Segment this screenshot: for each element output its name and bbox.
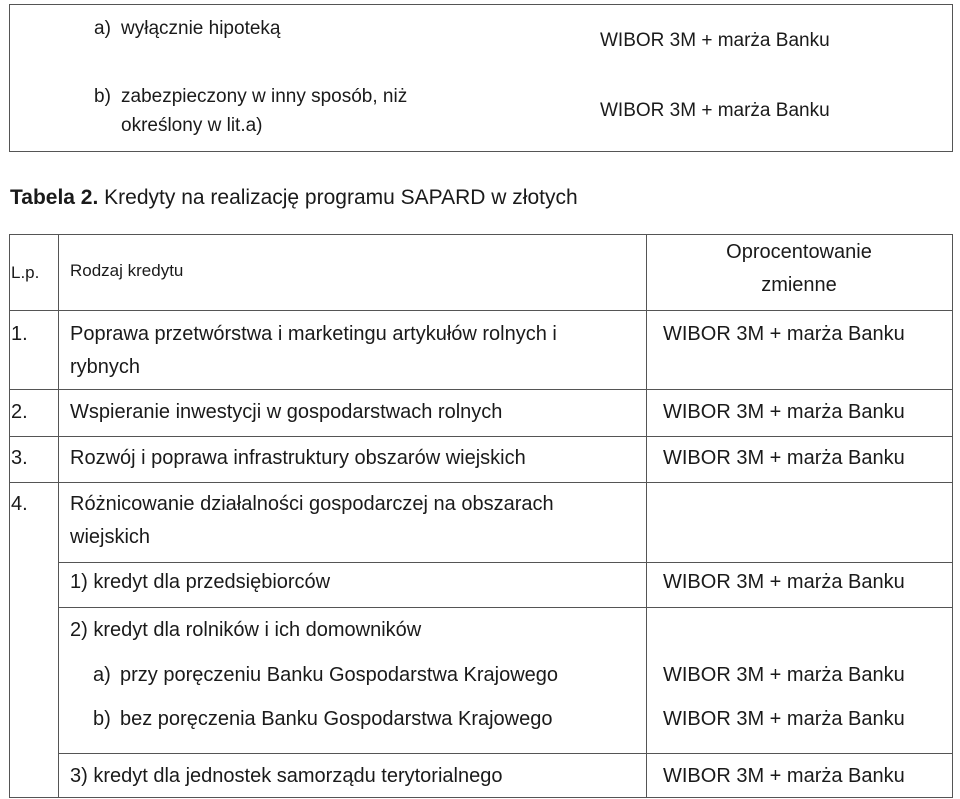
sub-row-text: 3) kredyt dla jednostek samorządu terytorialnego [70, 765, 503, 787]
divider [952, 4, 953, 152]
sub-row-label: a) [93, 664, 111, 686]
divider [9, 4, 10, 152]
divider [9, 234, 953, 235]
row-text: wiejskich [70, 526, 151, 548]
rate-value: WIBOR 3M + marża Banku [600, 30, 830, 51]
row-label: b) [94, 86, 111, 107]
rate-value: WIBOR 3M + marża Banku [663, 708, 905, 730]
divider [952, 234, 953, 798]
divider [9, 151, 953, 152]
row-text: Różnicowanie działalności gospodarczej na obszarach [70, 493, 554, 515]
row-number: 1. [11, 323, 28, 345]
caption-prefix: Tabela 2. [10, 186, 99, 209]
sub-row-text: 2) kredyt dla rolników i ich domowników [70, 619, 422, 641]
row-text: Wspieranie inwestycji w gospodarstwach rolnych [70, 401, 503, 423]
row-label: a) [94, 18, 111, 39]
rate-value: WIBOR 3M + marża Banku [600, 100, 830, 121]
divider [58, 234, 59, 798]
row-text: zabezpieczony w inny sposób, niż [121, 86, 408, 107]
row-text: rybnych [70, 356, 141, 378]
header-rate-line1: Oprocentowanie [726, 241, 872, 263]
row-text: określony w lit.a) [121, 115, 263, 136]
sub-row-text: bez poręczenia Banku Gospodarstwa Krajowego [120, 708, 553, 730]
row-text: Rozwój i poprawa infrastruktury obszarów wiejskich [70, 447, 526, 469]
divider [58, 562, 953, 563]
row-text: wyłącznie hipoteką [121, 18, 281, 39]
rate-value: WIBOR 3M + marża Banku [663, 664, 905, 686]
rate-value: WIBOR 3M + marża Banku [663, 447, 905, 469]
rate-value: WIBOR 3M + marża Banku [663, 401, 905, 423]
row-number: 4. [11, 493, 28, 515]
rate-value: WIBOR 3M + marża Banku [663, 571, 905, 593]
divider [9, 482, 953, 483]
sub-row-text: przy poręczeniu Banku Gospodarstwa Krajowego [120, 664, 559, 686]
divider [9, 797, 953, 798]
divider [9, 389, 953, 390]
divider [646, 234, 647, 798]
rate-value: WIBOR 3M + marża Banku [663, 765, 905, 787]
row-number: 3. [11, 447, 28, 469]
sub-row-text: 1) kredyt dla przedsiębiorców [70, 571, 331, 593]
divider [9, 234, 10, 798]
divider [58, 753, 953, 754]
table-caption [10, 186, 578, 210]
divider [58, 607, 953, 608]
row-text: Poprawa przetwórstwa i marketingu artykułów rolnych i [70, 323, 557, 345]
header-rate-line2: zmienne [761, 274, 837, 296]
rate-value: WIBOR 3M + marża Banku [663, 323, 905, 345]
caption-title: Kredyty na realizację programu SAPARD w złotych [104, 186, 578, 209]
sub-row-label: b) [93, 708, 111, 730]
header-credit-type: Rodzaj kredytu [70, 261, 184, 280]
row-number: 2. [11, 401, 28, 423]
header-lp: L.p. [11, 263, 40, 282]
divider [9, 4, 953, 5]
divider [9, 436, 953, 437]
divider [9, 310, 953, 311]
